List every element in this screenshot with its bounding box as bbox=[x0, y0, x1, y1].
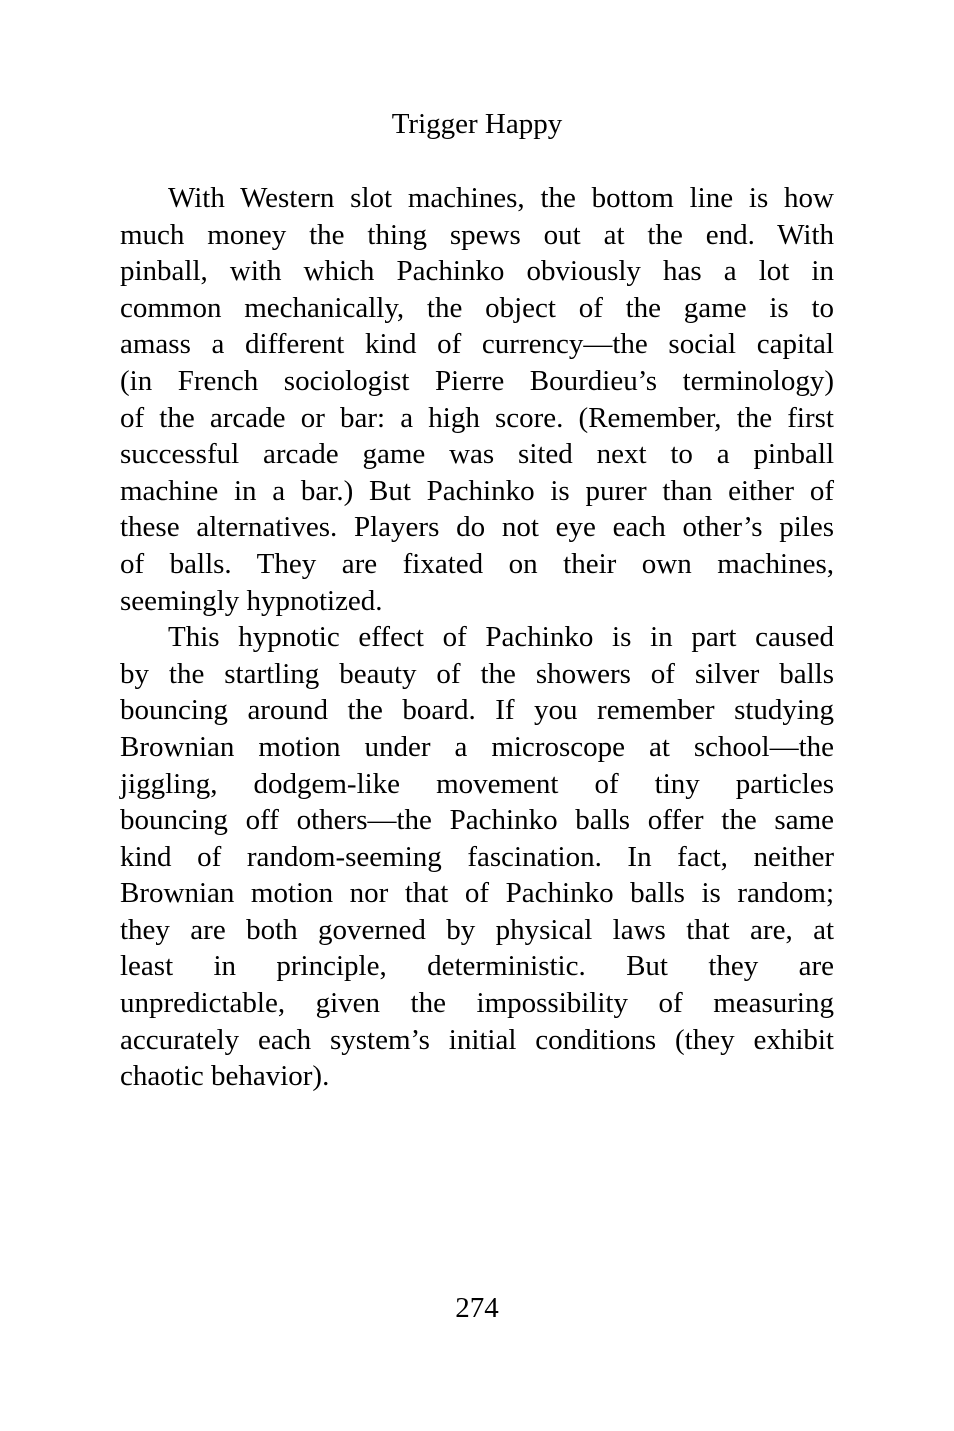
text-line: least in principle, deterministic. But they are bbox=[120, 950, 834, 983]
text-line: Brownian motion nor that of Pachinko balls is random; bbox=[120, 877, 834, 910]
text-line: by the startling beauty of the showers of silver balls bbox=[120, 657, 834, 690]
text-line: these alternatives. Players do not eye each other’s piles bbox=[120, 511, 834, 544]
text-line: they are both governed by physical laws that are, at bbox=[120, 913, 834, 946]
text-line: successful arcade game was sited next to a pinball bbox=[120, 438, 834, 471]
text-line: of balls. They are fixated on their own machines, bbox=[120, 547, 834, 580]
running-title: Trigger Happy bbox=[391, 108, 563, 140]
text-line: much money the thing spews out at the end. With bbox=[120, 218, 834, 251]
text-line: With Western slot machines, the bottom line is how bbox=[168, 182, 834, 214]
text-line: (in French sociologist Pierre Bourdieu’s terminology) bbox=[120, 364, 834, 397]
page-number: 274 bbox=[455, 1292, 499, 1324]
text-line: bouncing around the board. If you remember studying bbox=[120, 694, 834, 727]
text-line: common mechanically, the object of the game is to bbox=[120, 291, 834, 324]
text-line: pinball, with which Pachinko obviously has a lot in bbox=[120, 255, 834, 288]
text-line: kind of random-seeming fascination. In fact, neither bbox=[120, 840, 834, 873]
text-line: machine in a bar.) But Pachinko is purer than either of bbox=[120, 474, 834, 507]
text-line: jiggling, dodgem-like movement of tiny particles bbox=[120, 767, 834, 800]
text-line: unpredictable, given the impossibility of measuring bbox=[120, 987, 834, 1020]
paragraph-2 bbox=[120, 619, 834, 1095]
text-line: seemingly hypnotized. bbox=[120, 584, 383, 617]
text-line: accurately each system’s initial conditions (they exhibit bbox=[120, 1023, 834, 1056]
text-line: amass a different kind of currency—the social capital bbox=[120, 328, 834, 361]
paragraph-1 bbox=[120, 180, 834, 619]
text-line: chaotic behavior). bbox=[120, 1060, 330, 1093]
body-text bbox=[120, 180, 834, 1095]
text-line: Brownian motion under a microscope at school—the bbox=[120, 730, 834, 763]
text-line: This hypnotic effect of Pachinko is in part caused bbox=[168, 621, 834, 654]
text-line: of the arcade or bar: a high score. (Remember, the first bbox=[120, 401, 834, 434]
text-line: bouncing off others—the Pachinko balls offer the same bbox=[120, 804, 834, 837]
